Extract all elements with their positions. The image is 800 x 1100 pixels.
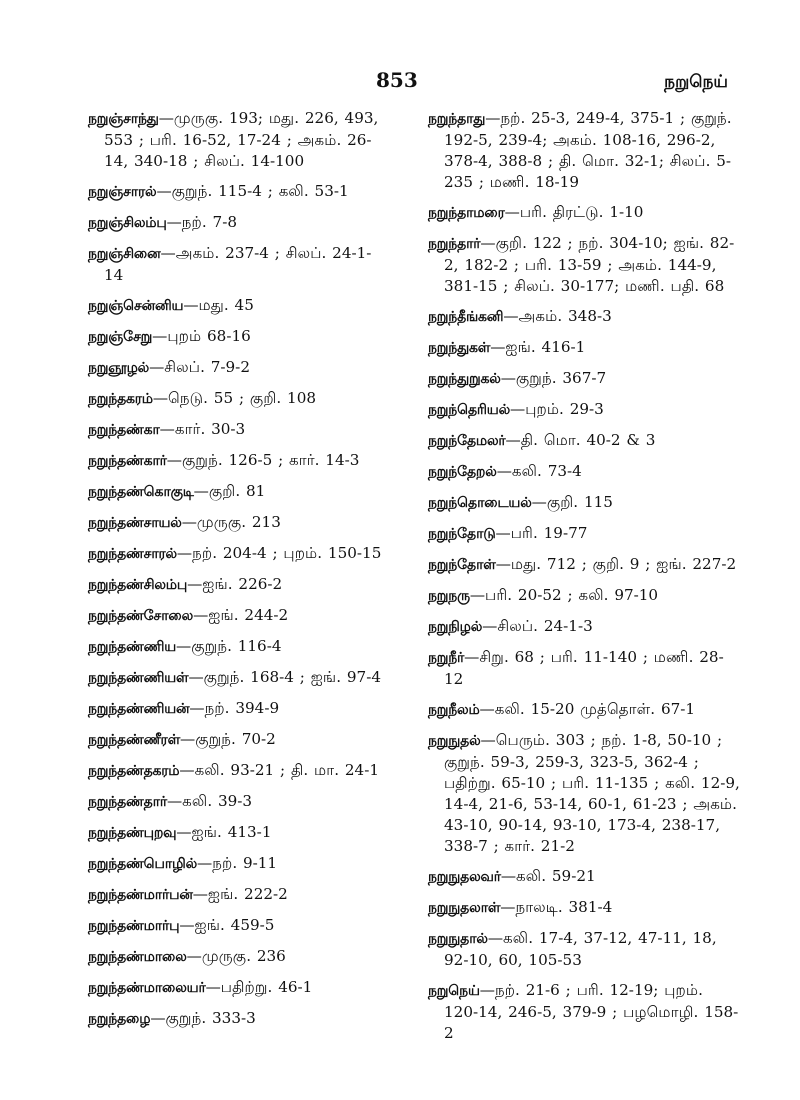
entry-references: —நற். 204-4 ; புறம். 150-15 (176, 544, 382, 562)
index-entry (88, 512, 388, 534)
left-column (88, 108, 388, 1039)
entry-headword: நறுந்தண்பொழில் (88, 856, 198, 872)
entry-headword: நறுஞ்சாரல் (88, 184, 157, 200)
entry-references: —குறி. 115 (531, 493, 613, 511)
index-entry (88, 326, 388, 348)
right-column (428, 108, 740, 1053)
entry-headword: நறுந்தண்ணீரள் (88, 732, 180, 748)
index-entry (88, 915, 388, 937)
entry-references: —கலி. 15-20 முத்தொள். 67-1 (479, 700, 696, 718)
entry-references: —நாலடி. 381-4 (500, 898, 613, 916)
entry-references: —பதிற்று. 46-1 (205, 978, 313, 996)
entry-references: —குறுந். 333-3 (150, 1009, 256, 1027)
entry-headword: நறுந்தேமலர் (428, 433, 506, 449)
entry-references: —நற். 9-11 (197, 854, 278, 872)
entry-references: —ஐங். 459-5 (179, 916, 275, 934)
index-entry (88, 543, 388, 565)
entry-headword: நறுஞ்சாந்து (88, 111, 159, 127)
index-entry (88, 760, 388, 782)
index-entry (428, 108, 740, 193)
entry-headword: நறுந்தீங்கனி (428, 309, 504, 325)
index-entry (88, 181, 388, 203)
index-entry (428, 866, 740, 888)
entry-references: —குறுந். 367-7 (500, 369, 607, 387)
entry-headword: நறுந்தண்ணிய (88, 639, 177, 655)
entry-headword: நறுந்தாது (428, 111, 486, 127)
entry-references: —முருகு. 236 (186, 947, 286, 965)
index-entry (88, 884, 388, 906)
entry-references: —நற். 7-8 (166, 213, 237, 231)
entry-references: —கலி. 17-4, 37-12, 47-11, 18, 92-10, 60, 105-53 (444, 929, 717, 969)
index-entry (428, 928, 740, 971)
entry-references: —குறி. 122 ; நற். 304-10; ஐங். 82-2, 182-2 ; பரி. 13-59 ; அகம். 144-9, 381-15 ; சிலப். 30-177; மணி. பதி. 68 (444, 234, 735, 295)
entry-headword: நறுந்தொடையல் (428, 495, 532, 511)
entry-headword: நறுந்தண்ணியன் (88, 701, 190, 717)
entry-headword: நறுநீலம் (428, 702, 480, 718)
index-entry (88, 605, 388, 627)
entry-headword: நறுஞ்சென்னிய (88, 298, 184, 314)
index-entry (428, 647, 740, 690)
index-entry (88, 388, 388, 410)
entry-references: —கலி. 93-21 ; தி. மா. 24-1 (179, 761, 379, 779)
index-entry (88, 419, 388, 441)
index-entry (88, 822, 388, 844)
index-entry (88, 574, 388, 596)
entry-references: —புறம். 29-3 (510, 400, 604, 418)
index-entry (428, 337, 740, 359)
index-entry (88, 212, 388, 234)
index-entry (88, 636, 388, 658)
entry-headword: நறுந்தழை (88, 1011, 151, 1027)
entry-headword: நறுநுதல் (428, 733, 481, 749)
entry-references: —குறுந். 126-5 ; கார். 14-3 (166, 451, 360, 469)
index-entry (428, 585, 740, 607)
index-entry (428, 399, 740, 421)
entry-references: —சிலப். 24-1-3 (482, 617, 593, 635)
entry-headword: நறுந்தண்மாலை (88, 949, 187, 965)
entry-references: —குறுந். 70-2 (180, 730, 276, 748)
entry-references: —கார். 30-3 (159, 420, 246, 438)
entry-headword: நறுந்தண்தார் (88, 794, 167, 810)
entry-headword: நறுந்தாமரை (428, 205, 505, 221)
entry-headword: நறுந்தண்சிலம்பு (88, 577, 188, 593)
entry-references: —சிறு. 68 ; பரி. 11-140 ; மணி. 28-12 (444, 648, 724, 688)
entry-references: —மது. 712 ; குறி. 9 ; ஐங். 227-2 (495, 555, 737, 573)
entry-headword: நறுந்தண்சோலை (88, 608, 194, 624)
entry-headword: நறுநீர் (428, 650, 465, 666)
entry-headword: நறுஞ்சேறு (88, 329, 153, 345)
index-entry (428, 306, 740, 328)
index-entry (428, 897, 740, 919)
entry-headword: நறுந்தண்மார்பன் (88, 887, 193, 903)
index-entry (88, 667, 388, 689)
index-entry (88, 481, 388, 503)
entry-references: —ஐங். 413-1 (176, 823, 272, 841)
entry-headword: நறுந்தண்மார்பு (88, 918, 180, 934)
entry-headword: நறுந்தார் (428, 236, 481, 252)
entry-references: —பரி. 20-52 ; கலி. 97-10 (469, 586, 659, 604)
entry-references: —அகம். 348-3 (503, 307, 612, 325)
index-entry (88, 977, 388, 999)
entry-references: —கலி. 39-3 (166, 792, 253, 810)
index-entry (428, 980, 740, 1044)
index-entry (88, 357, 388, 379)
entry-references: —நெடு. 55 ; குறி. 108 (152, 389, 317, 407)
entry-headword: நறுஞ்சிலம்பு (88, 215, 167, 231)
entry-headword: நறுந்தெரியல் (428, 402, 510, 418)
index-entry (428, 233, 740, 297)
index-entry (428, 430, 740, 452)
index-entry (428, 616, 740, 638)
index-entry (88, 1008, 388, 1030)
entry-headword: நறுந்தோள் (428, 557, 496, 573)
entry-headword: நறுந்தண்தகரம் (88, 763, 180, 779)
entry-references: —ஐங். 416-1 (490, 338, 586, 356)
entry-headword: நறுந்தகரம் (88, 391, 153, 407)
entry-references: —குறுந். 116-4 (176, 637, 282, 655)
entry-references: —நற். 21-6 ; பரி. 12-19; புறம். 120-14, 246-5, 379-9 ; பழமொழி. 158-2 (444, 981, 739, 1042)
entry-references: —ஐங். 226-2 (187, 575, 283, 593)
page-number: 853 (376, 68, 418, 92)
entry-references: —கலி. 73-4 (496, 462, 582, 480)
entry-references: —ஐங். 222-2 (192, 885, 288, 903)
entry-references: —நற். 394-9 (189, 699, 280, 717)
entry-references: —பரி. திரட்டு. 1-10 (504, 203, 644, 221)
index-entry (428, 699, 740, 721)
running-head: நறுநெய் (664, 72, 728, 92)
index-entry (428, 202, 740, 224)
entry-references: —அகம். 237-4 ; சிலப். 24-1-14 (104, 244, 372, 284)
index-entry (428, 461, 740, 483)
index-entry (428, 492, 740, 514)
entry-headword: நறுந்தோடு (428, 526, 496, 542)
entry-references: —முருகு. 193; மது. 226, 493, 553 ; பரி. 16-52, 17-24 ; அகம். 26-14, 340-18 ; சிலப். 14-100 (104, 109, 379, 170)
index-entry (428, 523, 740, 545)
entry-headword: நறுந்துகள் (428, 340, 491, 356)
index-entry (88, 791, 388, 813)
index-entry (428, 368, 740, 390)
entry-headword: நறுந்தண்கா (88, 422, 160, 438)
entry-headword: நறுஞ்சினை (88, 246, 161, 262)
index-entry (88, 946, 388, 968)
entry-references: —பெரும். 303 ; நற். 1-8, 50-10 ; குறுந். 59-3, 259-3, 323-5, 362-4 ; பதிற்று. 65-10 ; பரி. 11-135 ; கலி. 12-9, 14-4, 21-6, 53-14, 60-1, 61-23 ; அகம். 43-10, 90-14, 93-10, 173-4, 238-17, 338-7 ; கார். 21-2 (444, 731, 740, 855)
entry-headword: நறுஞூழல் (88, 360, 150, 376)
entry-headword: நறுநரு (428, 588, 470, 604)
index-entry (428, 730, 740, 857)
index-entry (88, 108, 388, 172)
entry-headword: நறுநெய் (428, 983, 480, 999)
index-entry (428, 554, 740, 576)
entry-headword: நறுநுதலாள் (428, 900, 501, 916)
entry-references: —தி. மொ. 40-2 & 3 (505, 431, 656, 449)
entry-references: —குறி. 81 (193, 482, 266, 500)
entry-references: —முருகு. 213 (181, 513, 281, 531)
entry-headword: நறுநுதால் (428, 931, 488, 947)
entry-references: —சிலப். 7-9-2 (149, 358, 250, 376)
entry-references: —குறுந். 115-4 ; கலி. 53-1 (156, 182, 349, 200)
entry-references: —கலி. 59-21 (500, 867, 596, 885)
index-entry (88, 450, 388, 472)
entry-references: —நற். 25-3, 249-4, 375-1 ; குறுந். 192-5, 239-4; அகம். 108-16, 296-2, 378-4, 388-8 ; தி. மொ. 32-1; சிலப். 5-235 ; மணி. 18-19 (444, 109, 732, 191)
entry-headword: நறுந்தண்கார் (88, 453, 167, 469)
entry-headword: நறுந்துறுகல் (428, 371, 501, 387)
entry-headword: நறுந்தண்சாரல் (88, 546, 177, 562)
index-entry (88, 853, 388, 875)
entry-headword: நறுநிழல் (428, 619, 483, 635)
entry-headword: நறுநுதலவர் (428, 869, 501, 885)
entry-references: —மது. 45 (183, 296, 254, 314)
index-entry (88, 698, 388, 720)
index-entry (88, 243, 388, 286)
entry-headword: நறுந்தேறல் (428, 464, 497, 480)
entry-references: —ஐங். 244-2 (193, 606, 289, 624)
entry-headword: நறுந்தண்ணியள் (88, 670, 189, 686)
entry-headword: நறுந்தண்கொகுடி (88, 484, 194, 500)
index-entry (88, 295, 388, 317)
entry-references: —குறுந். 168-4 ; ஐங். 97-4 (188, 668, 381, 686)
entry-references: —பரி. 19-77 (495, 524, 588, 542)
entry-headword: நறுந்தண்மாலையர் (88, 980, 206, 996)
entry-headword: நறுந்தண்சாயல் (88, 515, 182, 531)
index-entry (88, 729, 388, 751)
entry-headword: நறுந்தண்புறவு (88, 825, 177, 841)
entry-references: —புறம் 68-16 (152, 327, 251, 345)
page-header (0, 68, 800, 98)
